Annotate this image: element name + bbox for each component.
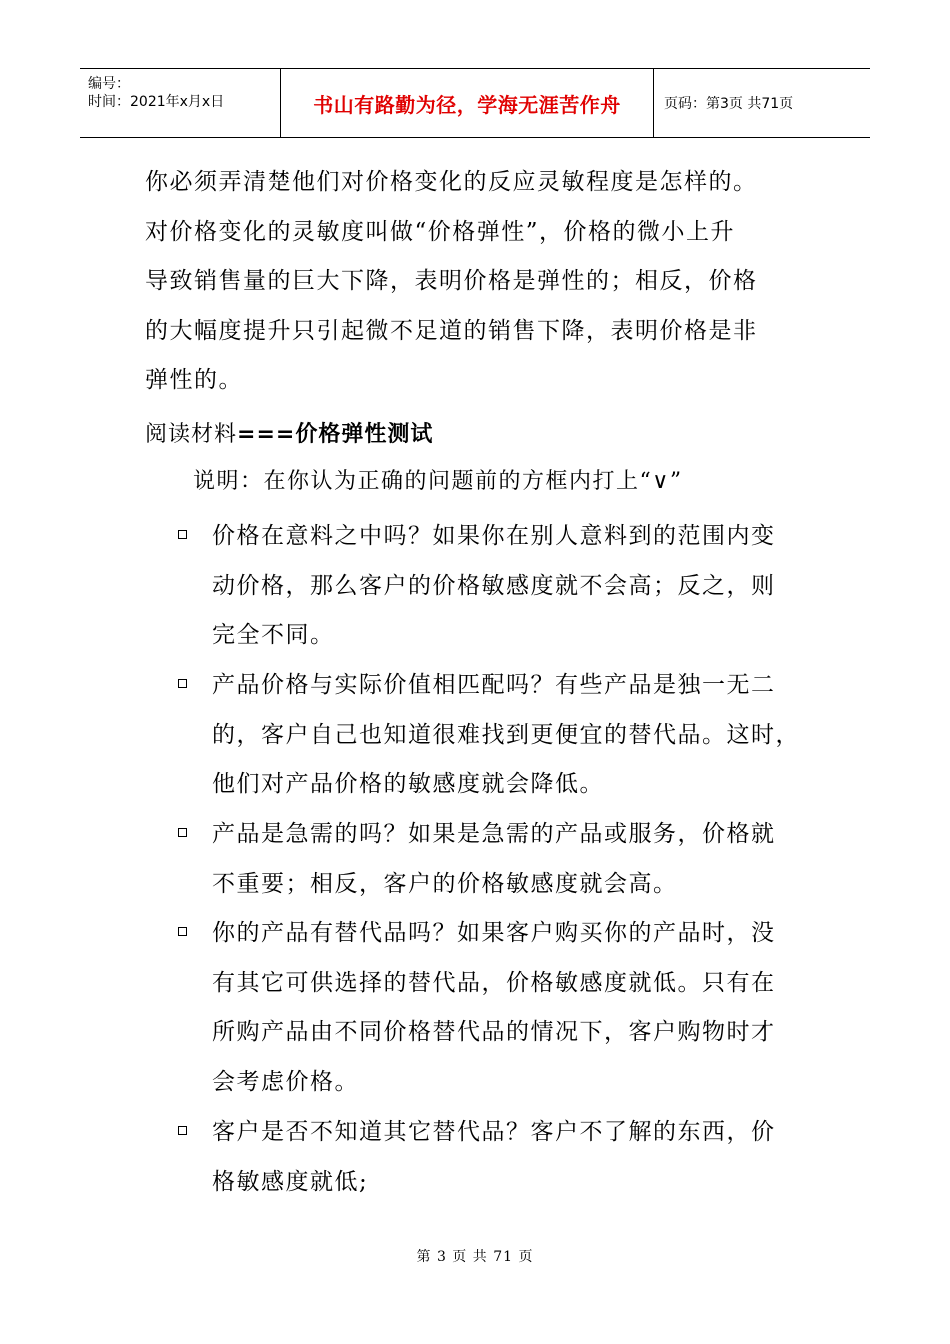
page-footer: 第 3 页 共 71 页	[416, 1249, 534, 1265]
checklist-item-text	[212, 512, 776, 661]
instruction-note: 说明：在你认为正确的问题前的方框内打上“∨”	[193, 469, 683, 494]
item-line: 的，客户自己也知道很难找到更便宜的替代品。这时，	[212, 721, 800, 748]
item-line: 不重要；相反，客户的价格敏感度就会高。	[212, 870, 678, 897]
item-line: 价格在意料之中吗？如果你在别人意料到的范围内变	[212, 523, 776, 549]
header-info-cell	[80, 69, 281, 137]
paragraph-line: 导致销售量的巨大下降，表明价格是弹性的；相反，价格	[145, 268, 758, 294]
checkbox[interactable]	[178, 679, 187, 688]
item-line: 格敏感度就低;	[212, 1168, 369, 1195]
item-line: 产品是急需的吗？如果是急需的产品或服务，价格就	[212, 821, 776, 847]
intro-paragraph	[145, 158, 825, 406]
header-motto: 书山有路勤为径，学海无涯苦作舟	[281, 69, 654, 137]
header-table	[80, 68, 870, 138]
document-number-label: 编号：	[88, 76, 130, 92]
checkbox[interactable]	[178, 828, 187, 837]
checkbox[interactable]	[178, 1126, 187, 1135]
paragraph-line: 你必须弄清楚他们对价格变化的反应灵敏程度是怎样的。	[145, 169, 758, 195]
item-line: 完全不同。	[212, 622, 335, 648]
item-line: 动价格，那么客户的价格敏感度就不会高；反之，则	[212, 572, 776, 599]
item-line: 会考虑价格。	[212, 1068, 359, 1095]
checkbox[interactable]	[178, 530, 187, 539]
paragraph-line: 对价格变化的灵敏度叫做“价格弹性”，价格的微小上升	[145, 218, 736, 245]
header-page-number: 页码：第3页 共71页	[664, 96, 794, 112]
item-line: 他们对产品价格的敏感度就会降低。	[212, 771, 604, 797]
checklist-item-text	[212, 810, 776, 909]
checklist-item-text	[212, 1108, 776, 1207]
reading-title: ===价格弹性测试	[237, 422, 434, 447]
paragraph-line: 的大幅度提升只引起微不足道的销售下降，表明价格是非	[145, 317, 758, 344]
reading-prefix: 阅读材料	[145, 422, 238, 447]
item-line: 客户是否不知道其它替代品？客户不了解的东西，价	[212, 1119, 776, 1145]
reading-heading	[145, 415, 433, 455]
checkbox[interactable]	[178, 927, 187, 936]
item-line: 产品价格与实际价值相匹配吗？有些产品是独一无二	[212, 672, 776, 698]
item-line: 有其它可供选择的替代品，价格敏感度就低。只有在	[212, 969, 776, 996]
document-date-label: 时间：2021年x月x日	[88, 94, 225, 110]
checklist-item-text	[212, 909, 776, 1107]
item-line: 你的产品有替代品吗？如果客户购买你的产品时，没	[212, 920, 776, 946]
item-line: 所购产品由不同价格替代品的情况下，客户购物时才	[212, 1019, 776, 1045]
checklist-item-text	[212, 661, 800, 810]
paragraph-line: 弹性的。	[145, 367, 243, 393]
